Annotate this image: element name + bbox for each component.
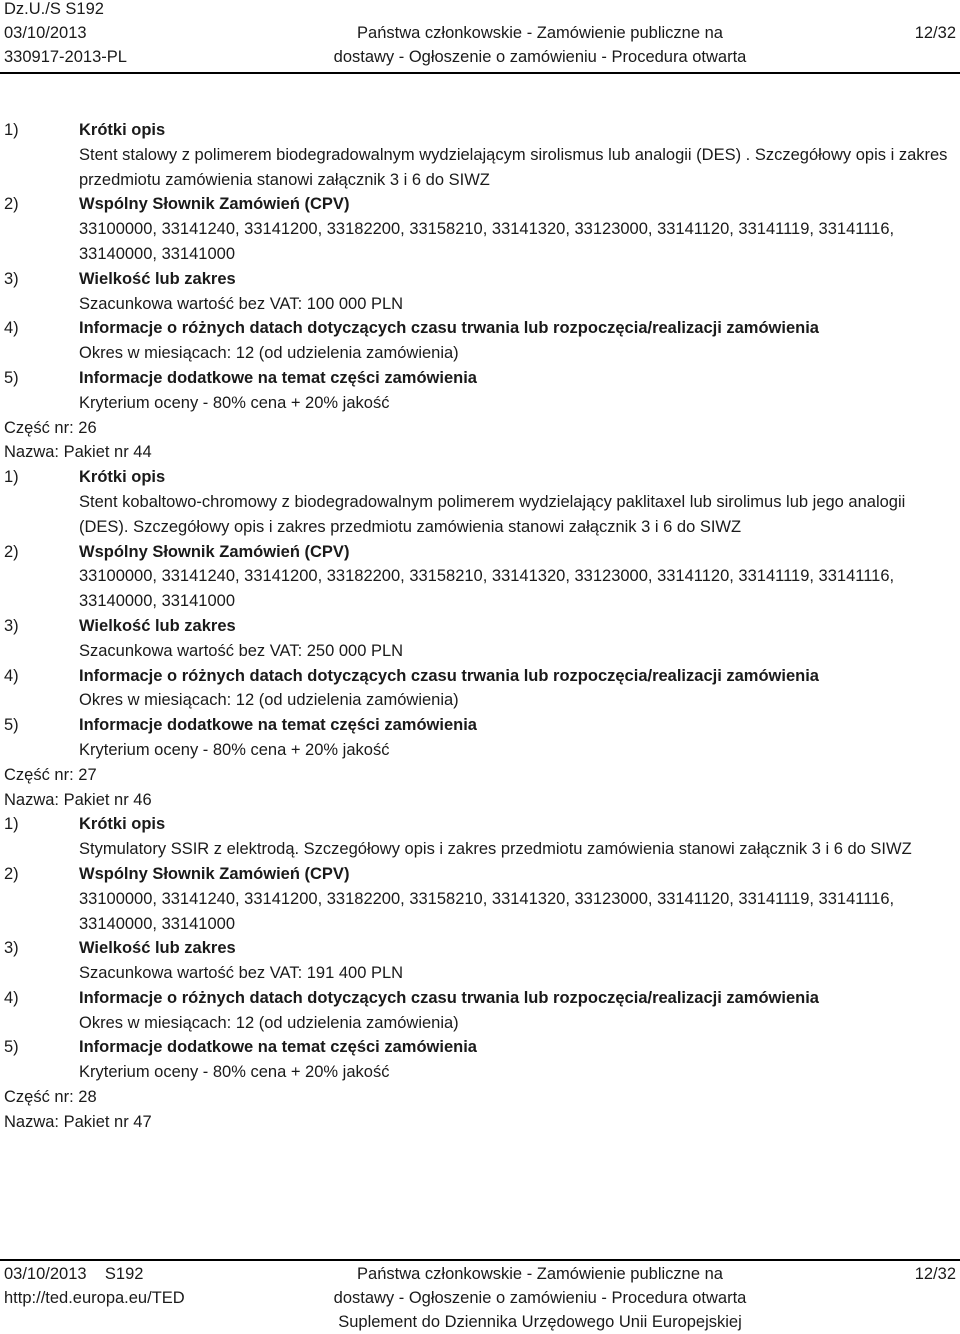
part-number: Część nr: 27	[4, 765, 97, 784]
item-text: Kryterium oceny - 80% cena + 20% jakość	[79, 1063, 390, 1082]
item-heading: Informacje o różnych datach dotyczących czasu trwania lub rozpoczęcia/realizacji zamówienia	[79, 666, 819, 685]
item-body	[79, 465, 960, 539]
item-heading: Krótki opis	[79, 121, 166, 139]
part-section	[0, 1085, 960, 1135]
item-number: 2)	[4, 195, 19, 214]
item-number: 3)	[4, 269, 19, 288]
section-item	[0, 118, 960, 192]
item-heading: Krótki opis	[79, 815, 166, 834]
item-body	[79, 316, 960, 366]
item-text: Okres w miesiącach: 12 (od udzielenia zamówienia)	[79, 691, 459, 710]
item-text: Szacunkowa wartość bez VAT: 250 000 PLN	[79, 641, 404, 660]
item-text: Szacunkowa wartość bez VAT: 191 400 PLN	[79, 964, 404, 983]
page-header	[0, 0, 960, 72]
item-body	[79, 862, 960, 936]
footer-right	[915, 1262, 956, 1286]
item-body	[79, 540, 960, 614]
item-body	[79, 986, 960, 1036]
section-item	[0, 267, 960, 317]
page-footer	[0, 1262, 960, 1334]
item-number: 5)	[4, 716, 19, 735]
item-number: 4)	[4, 666, 19, 685]
header-right	[915, 0, 956, 45]
item-text: Stent kobaltowo-chromowy z biodegradowalnym polimerem wydzielający paklitaxel lub sirolimus lub jego analogii (DES). Szczegółowy opis i zakres przedmiotu zamówienia stanowi załącznik 3 i 6 do SIWZ	[79, 492, 906, 536]
footer-date-issue: 03/10/2013 S192	[4, 1265, 144, 1283]
item-number: 5)	[4, 368, 19, 387]
item-heading: Informacje dodatkowe na temat części zamówienia	[79, 1038, 477, 1057]
footer-page-number: 12/32	[914, 1265, 956, 1283]
item-number: 4)	[4, 988, 19, 1007]
item-body	[79, 664, 960, 714]
item-text: Kryterium oceny - 80% cena + 20% jakość	[79, 740, 390, 759]
section-item	[0, 316, 960, 366]
item-body	[79, 118, 960, 192]
page-number: 12/32	[914, 24, 956, 42]
section-item	[0, 936, 960, 986]
intro-section	[0, 118, 960, 416]
item-text: Okres w miesiącach: 12 (od udzielenia zamówienia)	[79, 1013, 459, 1032]
header-center	[0, 0, 960, 69]
item-text: Kryterium oceny - 80% cena + 20% jakość	[79, 393, 390, 412]
item-body	[79, 192, 960, 266]
item-heading: Wspólny Słownik Zamówień (CPV)	[79, 864, 350, 883]
section-item	[0, 986, 960, 1036]
item-heading: Wielkość lub zakres	[79, 269, 236, 288]
part-name: Nazwa: Pakiet nr 47	[4, 1112, 152, 1131]
item-body	[79, 936, 960, 986]
footer-title-line-1: Państwa członkowskie - Zamówienie publiczne na	[357, 1265, 723, 1283]
part-name: Nazwa: Pakiet nr 44	[4, 443, 152, 462]
item-number: 2)	[4, 542, 19, 561]
section-item	[0, 366, 960, 416]
document-body	[0, 118, 960, 1135]
item-heading: Informacje dodatkowe na temat części zamówienia	[79, 716, 477, 735]
item-number: 2)	[4, 864, 19, 883]
footer-center	[0, 1262, 960, 1334]
section-item	[0, 664, 960, 714]
item-text: Stymulatory SSIR z elektrodą. Szczegółowy opis i zakres przedmiotu zamówienia stanowi załącznik 3 i 6 do SIWZ	[79, 840, 912, 859]
item-heading: Informacje dodatkowe na temat części zamówienia	[79, 368, 477, 387]
item-number: 5)	[4, 1038, 19, 1057]
item-number: 1)	[4, 121, 19, 139]
item-heading: Informacje o różnych datach dotyczących czasu trwania lub rozpoczęcia/realizacji zamówienia	[79, 988, 819, 1007]
item-body	[79, 267, 960, 317]
item-number: 1)	[4, 815, 19, 834]
item-heading: Krótki opis	[79, 468, 166, 487]
item-body	[79, 713, 960, 763]
section-item	[0, 713, 960, 763]
item-heading: Informacje o różnych datach dotyczących czasu trwania lub rozpoczęcia/realizacji zamówienia	[79, 319, 819, 338]
item-body	[79, 614, 960, 664]
item-number: 1)	[4, 468, 19, 487]
item-heading: Wspólny Słownik Zamówień (CPV)	[79, 195, 350, 214]
footer-title-line-2: dostawy - Ogłoszenie o zamówieniu - Procedura otwarta	[333, 1289, 747, 1307]
item-text: 33100000, 33141240, 33141200, 33182200, 33158210, 33141320, 33123000, 33141120, 33141119, 33141116, 33140000, 33141000	[79, 567, 895, 611]
parts-list	[0, 416, 960, 1135]
footer-supplement: Suplement do Dziennika Urzędowego Unii Europejskiej	[338, 1313, 742, 1331]
item-number: 3)	[4, 939, 19, 958]
header-title-line-1: Państwa członkowskie - Zamówienie publiczne na	[357, 24, 723, 42]
header-title-line-2: dostawy - Ogłoszenie o zamówieniu - Procedura otwarta	[333, 48, 747, 66]
item-body	[79, 812, 960, 862]
item-body	[79, 1035, 960, 1085]
part-number: Część nr: 28	[4, 1088, 97, 1107]
notice-number: 330917-2013-PL	[4, 48, 127, 66]
part-section	[0, 763, 960, 1085]
header-date: 03/10/2013	[4, 24, 87, 42]
header-rule	[0, 72, 960, 74]
journal-ref: Dz.U./S S192	[4, 0, 104, 18]
section-item	[0, 862, 960, 936]
footer-rule	[0, 1259, 960, 1261]
item-number: 3)	[4, 616, 19, 635]
part-section	[0, 416, 960, 763]
item-text: Szacunkowa wartość bez VAT: 100 000 PLN	[79, 294, 404, 313]
item-number: 4)	[4, 319, 19, 338]
item-heading: Wielkość lub zakres	[79, 616, 236, 635]
footer-link[interactable]: http://ted.europa.eu/TED	[4, 1289, 185, 1307]
part-number: Część nr: 26	[4, 418, 97, 437]
item-heading: Wielkość lub zakres	[79, 939, 236, 958]
item-text: 33100000, 33141240, 33141200, 33182200, 33158210, 33141320, 33123000, 33141120, 33141119, 33141116, 33140000, 33141000	[79, 220, 895, 263]
section-item	[0, 192, 960, 266]
item-text: Okres w miesiącach: 12 (od udzielenia zamówienia)	[79, 344, 459, 363]
section-item	[0, 614, 960, 664]
part-name: Nazwa: Pakiet nr 46	[4, 790, 152, 809]
item-heading: Wspólny Słownik Zamówień (CPV)	[79, 542, 350, 561]
item-text: Stent stalowy z polimerem biodegradowalnym wydzielającym sirolismus lub analogii (DES) . Szczegółowy opis i zakres przedmiotu zamówienia stanowi załącznik 3 i 6 do SIWZ	[79, 145, 948, 189]
section-item	[0, 1035, 960, 1085]
section-item	[0, 812, 960, 862]
item-body	[79, 366, 960, 416]
section-item	[0, 465, 960, 539]
section-item	[0, 540, 960, 614]
item-text: 33100000, 33141240, 33141200, 33182200, 33158210, 33141320, 33123000, 33141120, 33141119, 33141116, 33140000, 33141000	[79, 889, 895, 933]
